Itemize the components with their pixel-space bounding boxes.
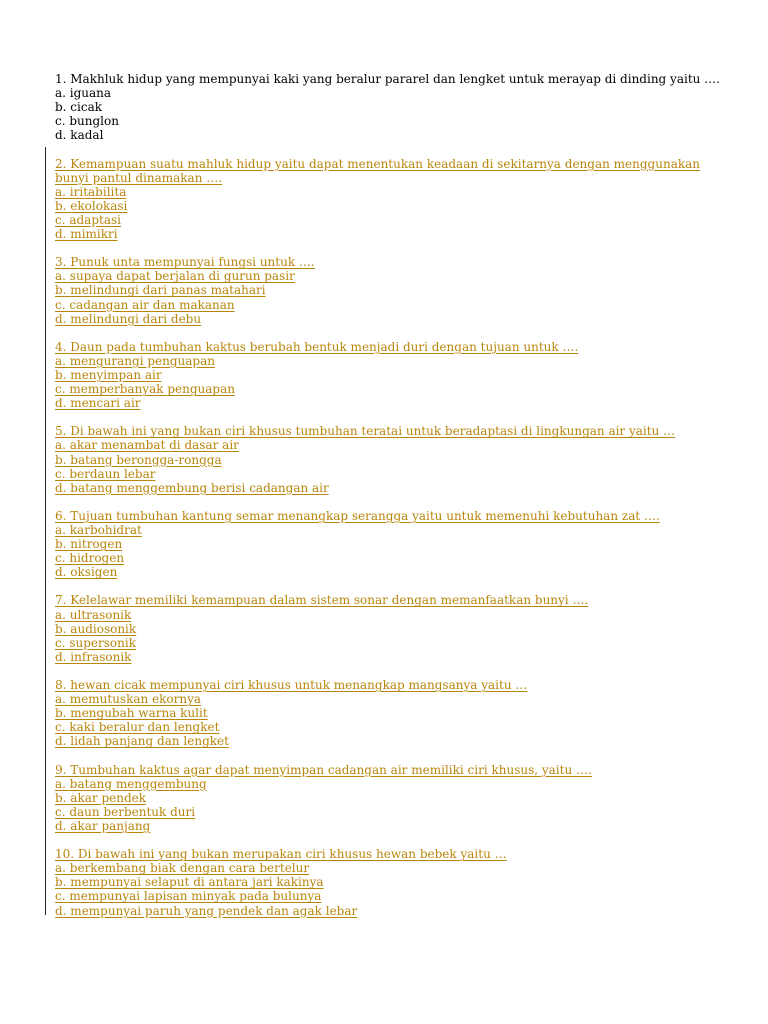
option-a: a. ultrasonik (55, 607, 132, 622)
option-c: c. mempunyai lapisan minyak pada bulunya (55, 889, 322, 904)
option-c: c. berdaun lebar (55, 466, 156, 481)
option-b: b. mengubah warna kulit (55, 706, 208, 721)
question-5 (55, 424, 755, 494)
option-b: b. audiosonik (55, 621, 137, 636)
option-a: a. akar menambat di dasar air (55, 438, 239, 453)
option-d: d. lidah panjang dan lengket (55, 734, 229, 749)
option-a: a. memutuskan ekornya (55, 692, 202, 707)
option-d: d. akar panjang (55, 818, 151, 833)
quiz-content (55, 72, 755, 918)
question-6 (55, 509, 755, 579)
option-b: b. mempunyai selaput di antara jari kakinya (55, 875, 324, 890)
option-c: c. memperbanyak penguapan (55, 382, 235, 397)
option-a: a. iritabilita (55, 184, 127, 199)
option-a: a. iguana (55, 86, 112, 101)
question-text: 4. Daun pada tumbuhan kaktus berubah bentuk menjadi duri dengan tujuan untuk …. (55, 339, 579, 354)
option-a: a. supaya dapat berjalan di gurun pasir (55, 269, 295, 284)
question-9 (55, 763, 755, 833)
question-1 (55, 72, 755, 142)
question-4 (55, 340, 755, 410)
question-text-continued: bunyi pantul dinamakan …. (55, 170, 223, 185)
question-text: 5. Di bawah ini yang bukan ciri khusus tumbuhan teratai untuk beradaptasi di lingkungan air yaitu … (55, 424, 676, 439)
question-text: 7. Kelelawar memiliki kemampuan dalam sistem sonar dengan memanfaatkan bunyi …. (55, 593, 589, 608)
question-text: 9. Tumbuhan kaktus agar dapat menyimpan cadangan air memiliki ciri khusus, yaitu …. (55, 762, 592, 777)
option-c: c. kaki beralur dan lengket (55, 720, 220, 735)
question-text: 10. Di bawah ini yang bukan merupakan ciri khusus hewan bebek yaitu … (55, 847, 507, 862)
option-d: d. mencari air (55, 396, 141, 411)
option-d: d. infrasonik (55, 649, 132, 664)
question-text: 8. hewan cicak mempunyai ciri khusus untuk menangkap mangsanya yaitu … (55, 678, 528, 693)
question-2 (55, 157, 755, 242)
change-bar (45, 147, 46, 915)
question-10 (55, 847, 755, 917)
option-b: b. melindungi dari panas matahari (55, 283, 266, 298)
option-c: c. adaptasi (55, 212, 121, 227)
question-8 (55, 678, 755, 748)
option-d: d. mimikri (55, 227, 118, 242)
question-text: 2. Kemampuan suatu mahluk hidup yaitu dapat menentukan keadaan di sekitarnya dengan menggunakan (55, 156, 701, 171)
option-a: a. berkembang biak dengan cara bertelur (55, 861, 310, 876)
option-b: b. batang berongga-rongga (55, 452, 222, 467)
option-c: c. cadangan air dan makanan (55, 297, 235, 312)
option-c: c. hidrogen (55, 551, 125, 566)
option-b: b. cicak (55, 100, 103, 115)
option-d: d. kadal (55, 128, 104, 143)
option-d: d. batang menggembung berisi cadangan air (55, 480, 329, 495)
question-text: 3. Punuk unta mempunyai fungsi untuk …. (55, 255, 315, 270)
option-a: a. karbohidrat (55, 523, 142, 537)
option-b: b. menyimpan air (55, 367, 162, 382)
option-a: a. batang menggembung (55, 776, 207, 791)
question-text: 6. Tujuan tumbuhan kantung semar menangkap serangga yaitu untuk memenuhi kebutuhan zat …. (55, 508, 660, 523)
option-b: b. ekolokasi (55, 198, 128, 213)
option-c: c. supersonik (55, 635, 136, 650)
option-d: d. oksigen (55, 565, 118, 580)
option-c: c. daun berbentuk duri (55, 804, 196, 819)
option-c: c. bunglon (55, 114, 119, 129)
option-b: b. akar pendek (55, 790, 147, 805)
option-d: d. mempunyai paruh yang pendek dan agak lebar (55, 903, 358, 918)
option-b: b. nitrogen (55, 537, 123, 552)
question-3 (55, 255, 755, 325)
option-d: d. melindungi dari debu (55, 311, 202, 326)
question-7 (55, 593, 755, 663)
question-text: 1. Makhluk hidup yang mempunyai kaki yang beralur pararel dan lengket untuk merayap di dinding yaitu …. (55, 72, 720, 86)
option-a: a. mengurangi penguapan (55, 353, 215, 368)
